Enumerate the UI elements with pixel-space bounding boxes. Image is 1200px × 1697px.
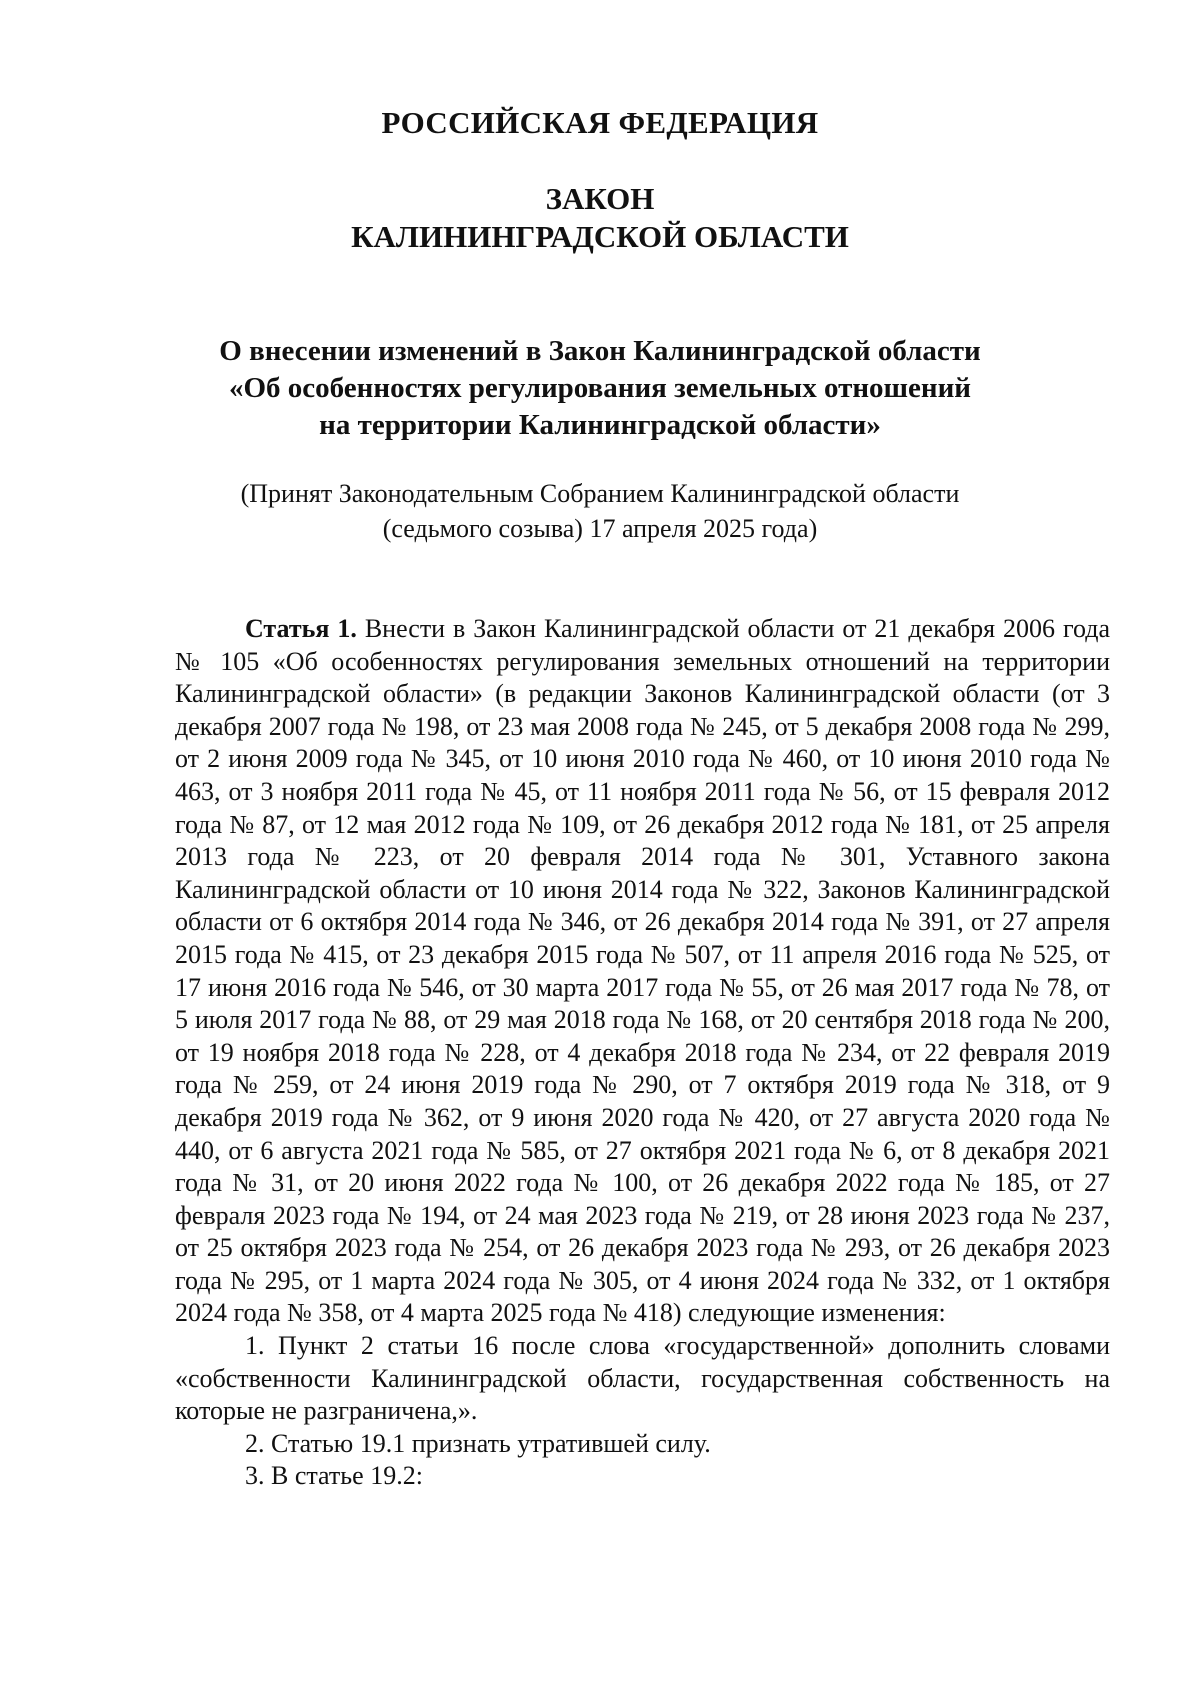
article-1-text: Внести в Закон Калининградской области от 21 декабря 2006 года № 105 «Об особенностях регулирования земельных отношений на территории Калининградской области» (в редакции Законов Калининградской области (от 3 декабря 2007 года № 198, от 23 мая 2008 года № 245, от 5 декабря 2008 года № 299, от 2 июня 2009 года № 345, от 10 июня 2010 года № 460, от 10 июня 2010 года № 463, от 3 ноября 2011 года № 45, от 11 ноября 2011 года № 56, от 15 февраля 2012 года № 87, от 12 мая 2012 года № 109, от 26 декабря 2012 года № 181, от 25 апреля 2013 года № 223, от 20 февраля 2014 года № 301, Уставного закона Калининградской области от 10 июня 2014 года № 322, Законов Калининградской области от 6 октября 2014 года № 346, от 26 декабря 2014 года № 391, от 27 апреля 2015 года № 415, от 23 декабря 2015 года № 507, от 11 апреля 2016 года № 525, от 17 июня 2016 года № 546, от 30 марта 2017 года № 55, от 26 мая 2017 года № 78, от 5 июля 2017 года № 88, от 29 мая 2018 года № 168, от 20 сентября 2018 года № 200, от 19 ноября 2018 года № 228, от 4 декабря 2018 года № 234, от 22 февраля 2019 года № 259, от 24 июня 2019 года № 290, от 7 октября 2019 года № 318, от 9 декабря 2019 года № 362, от 9 июня 2020 года № 420, от 27 августа 2020 года № 440, от 6 августа 2021 года № 585, от 27 октября 2021 года № 6, от 8 декабря 2021 года № 31, от 20 июня 2022 года № 100, от 26 декабря 2022 года № 185, от 27 февраля 2023 года № 194, от 24 мая 2023 года № 219, от 28 июня 2023 года № 237, от 25 октября 2023 года № 254, от 26 декабря 2023 года № 293, от 26 декабря 2023 года № 295, от 1 марта 2024 года № 305, от 4 июня 2024 года № 332, от 1 октября 2024 года № 358, от 4 марта 2025 года № 418) следующие изменения: bbox=[175, 614, 1110, 1328]
law-body bbox=[175, 613, 1110, 1493]
article-1-label: Статья 1. bbox=[245, 614, 357, 643]
amendment-item-2: 2. Статью 19.1 признать утратившей силу. bbox=[245, 1428, 711, 1458]
law-title bbox=[0, 333, 1200, 444]
law-title-line-2: «Об особенностях регулирования земельных отношений bbox=[228, 372, 972, 404]
law-title-line-1: О внесении изменений в Закон Калининградской области bbox=[219, 335, 981, 367]
amendment-item-1: 1. Пункт 2 статьи 16 после слова «государственной» дополнить словами «собственности Калининградской области, государственная собственность на которые не разграничена,». bbox=[175, 1331, 1110, 1426]
law-heading-line-2: КАЛИНИНГРАДСКОЙ ОБЛАСТИ bbox=[351, 219, 849, 254]
law-heading-line-1: ЗАКОН bbox=[545, 181, 655, 216]
adoption-note-line-2: (седьмого созыва) 17 апреля 2025 года) bbox=[382, 514, 818, 543]
adoption-note bbox=[0, 476, 1200, 546]
article-1-paragraph bbox=[175, 613, 1110, 1330]
adoption-note-line-1: (Принят Законодательным Собранием Калининградской области bbox=[240, 479, 960, 508]
country-heading: РОССИЙСКАЯ ФЕДЕРАЦИЯ bbox=[381, 105, 819, 140]
law-title-line-3: на территории Калининградской области» bbox=[319, 409, 881, 441]
amendment-item-3: 3. В статье 19.2: bbox=[245, 1461, 423, 1491]
law-heading bbox=[0, 180, 1200, 256]
